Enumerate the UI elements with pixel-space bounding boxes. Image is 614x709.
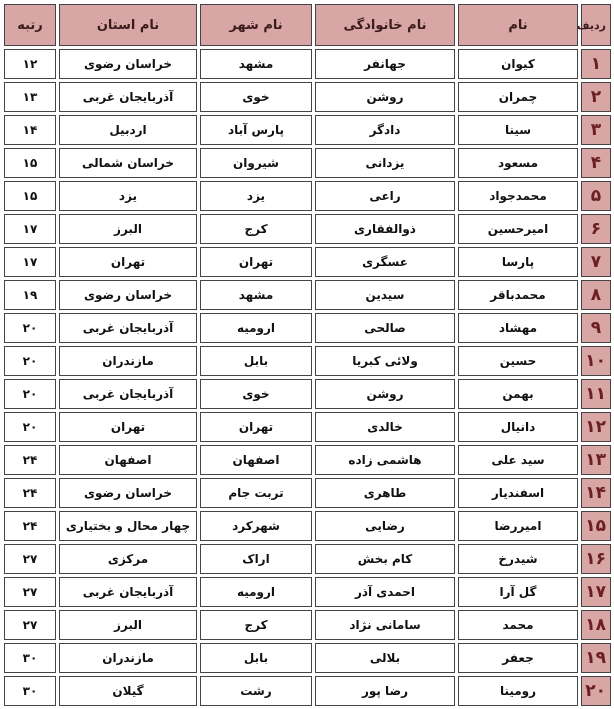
cell-province: آذربایجان غربی [59, 82, 197, 112]
cell-rank: ۲۷ [4, 577, 56, 607]
cell-rank: ۱۷ [4, 214, 56, 244]
cell-city: اراک [200, 544, 312, 574]
cell-name: دانیال [458, 412, 578, 442]
cell-name: مسعود [458, 148, 578, 178]
cell-city: خوی [200, 82, 312, 112]
table-row [4, 115, 611, 145]
cell-city: مشهد [200, 280, 312, 310]
cell-province: مازندران [59, 643, 197, 673]
cell-rank: ۳۰ [4, 676, 56, 706]
table-row [4, 412, 611, 442]
row-number: ۴ [581, 148, 611, 178]
cell-family: رضا پور [315, 676, 455, 706]
cell-name: محمد [458, 610, 578, 640]
cell-name: اسفندیار [458, 478, 578, 508]
cell-family: رضایی [315, 511, 455, 541]
row-number: ۲۰ [581, 676, 611, 706]
cell-city: ارومیه [200, 313, 312, 343]
cell-city: مشهد [200, 49, 312, 79]
cell-name: کیوان [458, 49, 578, 79]
cell-province: تهران [59, 412, 197, 442]
cell-family: طاهری [315, 478, 455, 508]
cell-family: سامانی نژاد [315, 610, 455, 640]
row-number: ۱۵ [581, 511, 611, 541]
cell-rank: ۱۵ [4, 148, 56, 178]
cell-family: ذوالفقاری [315, 214, 455, 244]
table-row [4, 478, 611, 508]
cell-family: روشن [315, 379, 455, 409]
row-number: ۱ [581, 49, 611, 79]
page [0, 1, 606, 709]
cell-province: خراسان رضوی [59, 49, 197, 79]
cell-city: شیروان [200, 148, 312, 178]
table-body [4, 49, 611, 706]
results-table [1, 1, 614, 709]
cell-province: البرز [59, 214, 197, 244]
cell-family: روشن [315, 82, 455, 112]
cell-family: کام بخش [315, 544, 455, 574]
cell-city: یزد [200, 181, 312, 211]
cell-rank: ۳۰ [4, 643, 56, 673]
table-row [4, 544, 611, 574]
cell-name: گل آرا [458, 577, 578, 607]
table-row [4, 313, 611, 343]
table-row [4, 82, 611, 112]
cell-family: عسگری [315, 247, 455, 277]
cell-rank: ۲۰ [4, 346, 56, 376]
cell-rank: ۲۷ [4, 610, 56, 640]
cell-province: اردبیل [59, 115, 197, 145]
cell-name: مهشاد [458, 313, 578, 343]
header-row [4, 4, 611, 46]
cell-province: تهران [59, 247, 197, 277]
cell-rank: ۱۳ [4, 82, 56, 112]
header-name: نام [458, 4, 578, 46]
cell-city: پارس آباد [200, 115, 312, 145]
cell-province: یزد [59, 181, 197, 211]
cell-city: بابل [200, 643, 312, 673]
table-row [4, 511, 611, 541]
row-number: ۸ [581, 280, 611, 310]
row-number: ۳ [581, 115, 611, 145]
cell-family: یزدانی [315, 148, 455, 178]
cell-family: خالدی [315, 412, 455, 442]
row-number: ۵ [581, 181, 611, 211]
row-number: ۱۶ [581, 544, 611, 574]
row-number: ۱۱ [581, 379, 611, 409]
table-row [4, 181, 611, 211]
header-province: نام استان [59, 4, 197, 46]
cell-province: آذربایجان غربی [59, 313, 197, 343]
table-row [4, 280, 611, 310]
cell-province: اصفهان [59, 445, 197, 475]
cell-rank: ۲۴ [4, 511, 56, 541]
cell-province: مرکزی [59, 544, 197, 574]
cell-province: مازندران [59, 346, 197, 376]
table-row [4, 610, 611, 640]
table-row [4, 445, 611, 475]
cell-province: گیلان [59, 676, 197, 706]
row-number: ۱۹ [581, 643, 611, 673]
cell-city: رشت [200, 676, 312, 706]
cell-rank: ۱۲ [4, 49, 56, 79]
cell-province: آذربایجان غربی [59, 379, 197, 409]
cell-city: تربت جام [200, 478, 312, 508]
cell-family: راعی [315, 181, 455, 211]
cell-name: بهمن [458, 379, 578, 409]
row-number: ۹ [581, 313, 611, 343]
header-family: نام خانوادگی [315, 4, 455, 46]
table-row [4, 247, 611, 277]
cell-province: خراسان رضوی [59, 280, 197, 310]
row-number: ۱۲ [581, 412, 611, 442]
cell-rank: ۲۰ [4, 412, 56, 442]
header-rownum: ردیف [581, 4, 611, 46]
cell-name: محمدجواد [458, 181, 578, 211]
table-row [4, 49, 611, 79]
table-row [4, 346, 611, 376]
cell-city: بابل [200, 346, 312, 376]
cell-province: آذربایجان غربی [59, 577, 197, 607]
cell-name: پارسا [458, 247, 578, 277]
cell-rank: ۱۷ [4, 247, 56, 277]
cell-province: چهار محال و بختیاری [59, 511, 197, 541]
row-number: ۱۳ [581, 445, 611, 475]
cell-family: بلالی [315, 643, 455, 673]
cell-rank: ۱۴ [4, 115, 56, 145]
row-number: ۱۰ [581, 346, 611, 376]
cell-family: هاشمی زاده [315, 445, 455, 475]
row-number: ۱۷ [581, 577, 611, 607]
cell-city: کرج [200, 610, 312, 640]
cell-city: کرج [200, 214, 312, 244]
cell-family: ولائی کبریا [315, 346, 455, 376]
cell-rank: ۲۴ [4, 478, 56, 508]
cell-name: امیررضا [458, 511, 578, 541]
header-city: نام شهر [200, 4, 312, 46]
cell-family: دادگر [315, 115, 455, 145]
cell-province: خراسان شمالی [59, 148, 197, 178]
cell-family: صالحی [315, 313, 455, 343]
table-row [4, 643, 611, 673]
cell-rank: ۱۵ [4, 181, 56, 211]
row-number: ۲ [581, 82, 611, 112]
cell-city: شهرکرد [200, 511, 312, 541]
cell-rank: ۲۰ [4, 313, 56, 343]
cell-name: سینا [458, 115, 578, 145]
cell-province: البرز [59, 610, 197, 640]
table-row [4, 379, 611, 409]
table-row [4, 676, 611, 706]
cell-name: شیدرخ [458, 544, 578, 574]
cell-city: اصفهان [200, 445, 312, 475]
header-rank: رتبه [4, 4, 56, 46]
cell-name: سید علی [458, 445, 578, 475]
cell-name: چمران [458, 82, 578, 112]
table-row [4, 577, 611, 607]
cell-rank: ۲۷ [4, 544, 56, 574]
cell-family: احمدی آذر [315, 577, 455, 607]
cell-family: سیدین [315, 280, 455, 310]
row-number: ۱۴ [581, 478, 611, 508]
cell-name: جعفر [458, 643, 578, 673]
cell-name: رومینا [458, 676, 578, 706]
row-number: ۱۸ [581, 610, 611, 640]
cell-city: تهران [200, 412, 312, 442]
cell-rank: ۲۴ [4, 445, 56, 475]
table-row [4, 148, 611, 178]
cell-city: تهران [200, 247, 312, 277]
cell-province: خراسان رضوی [59, 478, 197, 508]
cell-name: امیرحسین [458, 214, 578, 244]
cell-name: محمدباقر [458, 280, 578, 310]
cell-city: خوی [200, 379, 312, 409]
cell-rank: ۱۹ [4, 280, 56, 310]
cell-name: حسین [458, 346, 578, 376]
cell-city: ارومیه [200, 577, 312, 607]
row-number: ۷ [581, 247, 611, 277]
cell-family: جهانفر [315, 49, 455, 79]
cell-rank: ۲۰ [4, 379, 56, 409]
table-row [4, 214, 611, 244]
row-number: ۶ [581, 214, 611, 244]
